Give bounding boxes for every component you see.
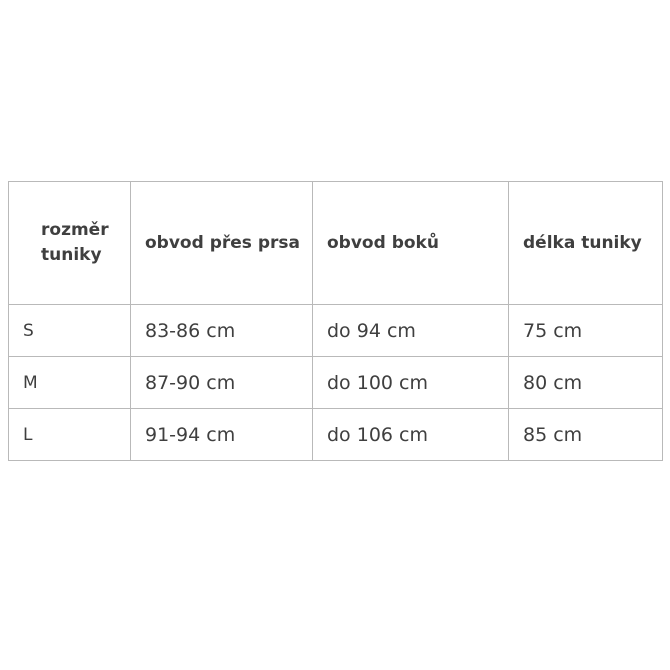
cell-size: S: [9, 305, 131, 357]
cell-hips: do 106 cm: [313, 409, 509, 461]
column-header-bust: obvod přes prsa: [131, 182, 313, 305]
table-row: [9, 305, 663, 357]
column-header-size: rozměr tuniky: [9, 182, 131, 305]
table-row: [9, 357, 663, 409]
cell-bust: 91-94 cm: [131, 409, 313, 461]
cell-length: 80 cm: [509, 357, 663, 409]
cell-hips: do 94 cm: [313, 305, 509, 357]
table-header-row: [9, 182, 663, 305]
cell-length: 75 cm: [509, 305, 663, 357]
cell-bust: 87-90 cm: [131, 357, 313, 409]
cell-size: M: [9, 357, 131, 409]
cell-length: 85 cm: [509, 409, 663, 461]
column-header-hips: obvod boků: [313, 182, 509, 305]
cell-bust: 83-86 cm: [131, 305, 313, 357]
cell-size: L: [9, 409, 131, 461]
size-table-container: [8, 181, 662, 461]
column-header-length: délka tuniky: [509, 182, 663, 305]
table-row: [9, 409, 663, 461]
table-body: [9, 305, 663, 461]
size-table: [8, 181, 663, 461]
table-header: [9, 182, 663, 305]
cell-hips: do 100 cm: [313, 357, 509, 409]
